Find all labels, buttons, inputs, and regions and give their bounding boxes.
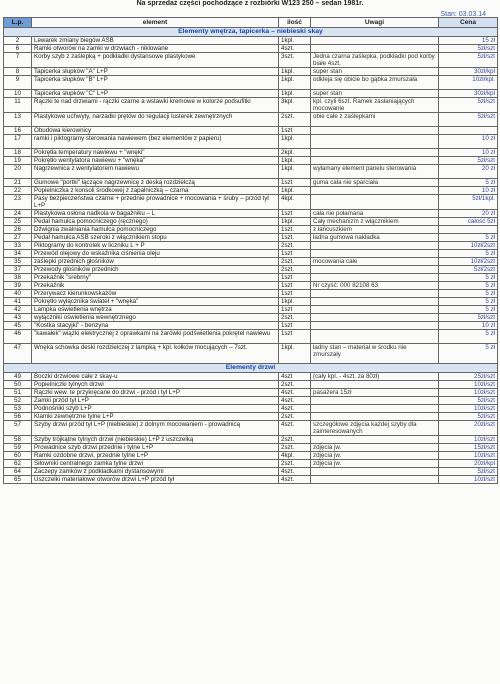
cell-ilosc: 4szt. [279, 405, 311, 413]
cell-cena: 5 zł [439, 282, 498, 290]
cell-element: Lampka oświetlenia wnętrza [32, 306, 279, 314]
cell-cena: 10zł/szt [439, 389, 498, 397]
cell-cena: 5zł/szt [439, 53, 498, 68]
cell-element: zaślepki przednich głośników [32, 258, 279, 266]
cell-element: wyłączniki oświetlenia wewnętrznego [32, 314, 279, 322]
cell-ilosc: 1szt [279, 306, 311, 314]
cell-ilosc: 1kpl. [279, 68, 311, 76]
cell-uwagi: pasażera 15zł [311, 389, 439, 397]
cell-cena: 10zł/szt [439, 381, 498, 389]
cell-lp: 49 [4, 373, 32, 381]
cell-uwagi: ładna gumowa nakładka [311, 234, 439, 242]
table-row [4, 476, 498, 484]
cell-uwagi [311, 413, 439, 421]
cell-element: Plastykowe uchwyty, narzadki prętów do regulacji lusterek zewnętrznych [32, 113, 279, 127]
cell-uwagi [311, 405, 439, 413]
cell-element: Szyby trójkątne tylnych drzwi (niebieskie) L+P z uszczelką [32, 436, 279, 444]
cell-uwagi: wyłamany element panelu sterowania [311, 165, 439, 179]
table-row [4, 234, 498, 242]
cell-uwagi: szczegółowe zdjęcia każdej szyby dla zainteresowanych [311, 421, 439, 436]
cell-lp: 35 [4, 258, 32, 266]
cell-lp: 37 [4, 266, 32, 274]
cell-uwagi [311, 397, 439, 405]
cell-cena: 5 zł [439, 274, 498, 282]
cell-lp: 50 [4, 381, 32, 389]
cell-element: Pedał hamulca pomocniczego (ręcznego) [32, 218, 279, 226]
cell-cena: 30zł/kpl [439, 68, 498, 76]
cell-ilosc: 4szt. [279, 468, 311, 476]
cell-cena: 20 zł [439, 210, 498, 218]
cell-element: Tapicerka słupków "C" L+P [32, 90, 279, 98]
cell-lp: 62 [4, 460, 32, 468]
cell-cena: 5zł/szt [439, 98, 498, 113]
section-title: Elementy wnętrza, tapicerka – niebieski skay [4, 28, 498, 37]
table-row [4, 306, 498, 314]
cell-cena: 5 zł [439, 234, 498, 242]
cell-ilosc: 4szt. [279, 389, 311, 397]
cell-lp: 52 [4, 397, 32, 405]
column-header-ilosc: ilość [279, 18, 311, 28]
cell-cena: 5 zł [439, 298, 498, 306]
cell-uwagi: super stan [311, 68, 439, 76]
cell-ilosc: 2szt. [279, 113, 311, 127]
cell-element: Korby szyb z zaślepką + podkładki dystansowe plastykowe [32, 53, 279, 68]
cell-element: Piktogramy do kontrolek w liczniku L + P [32, 242, 279, 250]
table-row [4, 165, 498, 179]
cell-cena: 5 zł [439, 306, 498, 314]
cell-ilosc: 2szt. [279, 413, 311, 421]
table-row [4, 381, 498, 389]
cell-element: Pedał hamulca ASB szeroki z włącznikiem stopu [32, 234, 279, 242]
table-row [4, 322, 498, 330]
column-header-uwagi: Uwagi [311, 18, 439, 28]
cell-cena: 5 zł [439, 179, 498, 187]
cell-cena: 10 zł [439, 149, 498, 157]
cell-element: Obudowa kierownicy [32, 127, 279, 135]
cell-uwagi [311, 298, 439, 306]
cell-uwagi [311, 274, 439, 282]
cell-lp: 59 [4, 444, 32, 452]
cell-cena: 5 zł [439, 290, 498, 298]
table-row [4, 314, 498, 322]
cell-cena [439, 127, 498, 135]
cell-lp: 23 [4, 195, 32, 210]
table-row [4, 76, 498, 90]
cell-uwagi [311, 436, 439, 444]
table-row [4, 210, 498, 218]
table-row [4, 389, 498, 397]
cell-ilosc: 4szt. [279, 421, 311, 436]
cell-ilosc: 4szt. [279, 476, 311, 484]
cell-lp: 57 [4, 421, 32, 436]
cell-element: Przekaźnik [32, 282, 279, 290]
table-row [4, 157, 498, 165]
cell-ilosc: 3szt. [279, 53, 311, 68]
cell-uwagi: cała nie połamana [311, 210, 439, 218]
cell-uwagi [311, 476, 439, 484]
cell-element: Podnośniki szyb L+P [32, 405, 279, 413]
cell-uwagi [311, 187, 439, 195]
cell-ilosc: 1kpl. [279, 187, 311, 195]
table-row [4, 413, 498, 421]
cell-cena: 5 zł [439, 330, 498, 344]
cell-element: Pokrętła temperatury nawiewu + "wnęki" [32, 149, 279, 157]
cell-element: Przekaźnik "srebrny" [32, 274, 279, 282]
table-row [4, 290, 498, 298]
table-row [4, 53, 498, 68]
table-row [4, 127, 498, 135]
cell-ilosc: 4szt [279, 373, 311, 381]
table-row [4, 373, 498, 381]
cell-element: Pokrętło wentylatora nawiewu + "wnęka" [32, 157, 279, 165]
cell-cena: 25zł/szt [439, 373, 498, 381]
cell-cena: 5zł/szt [439, 45, 498, 53]
cell-cena: 10zł/szt [439, 476, 498, 484]
table-row [4, 436, 498, 444]
cell-element: ramki i piktogramy sterowania nawiewem (bez elementów z papieru) [32, 135, 279, 149]
cell-lp: 34 [4, 250, 32, 258]
cell-ilosc: 4szt. [279, 45, 311, 53]
cell-lp: 17 [4, 135, 32, 149]
cell-lp: 43 [4, 314, 32, 322]
cell-element: Wnęka schowka deski rozdzielczej z lampką + kpl. kołków mocujących – 7szt. [32, 344, 279, 364]
cell-ilosc: 2szt. [279, 314, 311, 322]
cell-cena: 10 zł [439, 135, 498, 149]
table-row [4, 452, 498, 460]
cell-ilosc: 1kpl. [279, 157, 311, 165]
cell-lp: 53 [4, 405, 32, 413]
cell-cena: 5zł/szt [439, 397, 498, 405]
cell-cena [439, 226, 498, 234]
table-row [4, 330, 498, 344]
table-row [4, 266, 498, 274]
cell-cena: 20 zł [439, 165, 498, 179]
cell-element: Nagrzewnica z wentylatorem nawiewu [32, 165, 279, 179]
cell-ilosc: 2szt. [279, 242, 311, 250]
table-row [4, 444, 498, 452]
cell-ilosc: 1szt [279, 179, 311, 187]
cell-ilosc: 1szt [279, 282, 311, 290]
cell-element: Ramki ozdobne drzwi, przednie tylne L+P [32, 452, 279, 460]
cell-cena: 10zł/szt [439, 436, 498, 444]
cell-lp: 46 [4, 330, 32, 344]
cell-uwagi: (cały kpl. - 4szt. za 80zł) [311, 373, 439, 381]
cell-lp: 19 [4, 157, 32, 165]
cell-uwagi: z łańcuszkiem [311, 226, 439, 234]
cell-lp: 51 [4, 389, 32, 397]
cell-uwagi [311, 242, 439, 250]
table-row [4, 250, 498, 258]
cell-cena: 10zł/kpl. [439, 76, 498, 90]
table-row [4, 226, 498, 234]
table-row [4, 98, 498, 113]
cell-cena: 5 zł [439, 344, 498, 364]
cell-ilosc: 1kpl. [279, 344, 311, 364]
table-row [4, 149, 498, 157]
section-header-row [4, 364, 498, 373]
cell-cena: 10zł/2szt [439, 258, 498, 266]
cell-lp: 10 [4, 90, 32, 98]
cell-ilosc: 1szt [279, 127, 311, 135]
table-row [4, 187, 498, 195]
cell-ilosc: 2szt. [279, 460, 311, 468]
cell-lp: 11 [4, 98, 32, 113]
cell-lp: 21 [4, 179, 32, 187]
cell-ilosc: 2szt. [279, 258, 311, 266]
cell-uwagi [311, 157, 439, 165]
table-row [4, 405, 498, 413]
cell-element: Pokrętło wyłącznika świateł + "wnęka" [32, 298, 279, 306]
cell-ilosc: 1kpl. [279, 37, 311, 45]
cell-lp: 40 [4, 290, 32, 298]
cell-lp: 8 [4, 68, 32, 76]
table-row [4, 258, 498, 266]
cell-element: "Kostka stacyjki" - benzyna [32, 322, 279, 330]
section-title: Elementy drzwi [4, 364, 498, 373]
cell-lp: 41 [4, 298, 32, 306]
cell-uwagi: kpl. czyli 6szt. Ramek zasłaniających mocowanie [311, 98, 439, 113]
cell-ilosc: 1szt [279, 250, 311, 258]
cell-lp: 18 [4, 149, 32, 157]
cell-ilosc: 1szt. [279, 226, 311, 234]
cell-ilosc: 1kpl. [279, 298, 311, 306]
cell-cena: 15 zł [439, 37, 498, 45]
table-row [4, 179, 498, 187]
cell-uwagi [311, 149, 439, 157]
table-row [4, 68, 498, 76]
cell-lp: 58 [4, 436, 32, 444]
cell-cena: 10 zł [439, 187, 498, 195]
cell-lp: 42 [4, 306, 32, 314]
cell-ilosc: 2szt. [279, 436, 311, 444]
cell-element: Pasy bezpieczeństwa czarne + przednie prowadnice + mocowania + śruby – przód tył L+P [32, 195, 279, 210]
parts-table [3, 17, 498, 484]
cell-uwagi: super stan [311, 90, 439, 98]
cell-uwagi [311, 127, 439, 135]
cell-cena: 10zł/szt [439, 405, 498, 413]
table-row [4, 113, 498, 127]
cell-element: Tapicerka słupków "B" L+P [32, 76, 279, 90]
section-header-row [4, 28, 498, 37]
cell-ilosc: 1szt [279, 274, 311, 282]
cell-cena: 5zł/szt [439, 314, 498, 322]
cell-ilosc: 1kpl. [279, 76, 311, 90]
cell-cena: 5zł/szt [439, 413, 498, 421]
cell-element: Szyby drzwi przód tył L+P (niebieskie) z dolnym mocowaniem - prowadnicą [32, 421, 279, 436]
cell-uwagi [311, 37, 439, 45]
cell-uwagi [311, 290, 439, 298]
cell-ilosc: 1szt [279, 322, 311, 330]
cell-element: Uszczelki materiałowe otworów drzwi L+P przód tył [32, 476, 279, 484]
cell-lp: 9 [4, 76, 32, 90]
cell-element: Boczki drzwiowe całe z skay-u [32, 373, 279, 381]
table-body [4, 28, 498, 484]
cell-uwagi: odkleja się obicie bo gąbka zmurszała [311, 76, 439, 90]
cell-uwagi [311, 195, 439, 210]
cell-lp: 64 [4, 468, 32, 476]
cell-element: Siłowniki centralnego zamka tylne drzwi [32, 460, 279, 468]
cell-uwagi: guma cała nie sparciała [311, 179, 439, 187]
cell-uwagi [311, 306, 439, 314]
cell-ilosc: 1kpl. [279, 90, 311, 98]
cell-ilosc: 2szt. [279, 266, 311, 274]
cell-cena: 10 zł [439, 322, 498, 330]
cell-ilosc: 1kpl. [279, 135, 311, 149]
cell-uwagi: zdjęcia jw. [311, 444, 439, 452]
cell-lp: 6 [4, 45, 32, 53]
cell-lp: 65 [4, 476, 32, 484]
cell-uwagi [311, 468, 439, 476]
cell-lp: 24 [4, 210, 32, 218]
cell-element: Popielniczka z konsoli środkowej z zapalniczką – czarna [32, 187, 279, 195]
cell-element: Przewody głośników przednich [32, 266, 279, 274]
cell-ilosc: 1kpl. [279, 165, 311, 179]
table-row [4, 195, 498, 210]
cell-lp: 20 [4, 165, 32, 179]
page-title: Na sprzedaż części pochodzące z rozbiórki W123 250 – sedan 1981r. [136, 0, 364, 7]
cell-element: Tapicerka słupków "A" L+P [32, 68, 279, 76]
cell-lp: 27 [4, 234, 32, 242]
cell-uwagi [311, 314, 439, 322]
cell-element: Lewarek zmiany biegów ASB [32, 37, 279, 45]
column-header-cena: Cena [439, 18, 498, 28]
cell-ilosc: 1szt. [279, 234, 311, 242]
cell-lp: 60 [4, 452, 32, 460]
cell-ilosc: 1kpl. [279, 218, 311, 226]
table-row [4, 468, 498, 476]
cell-lp: 2 [4, 37, 32, 45]
table-row [4, 37, 498, 45]
cell-uwagi [311, 330, 439, 344]
cell-cena: 5zł/szt [439, 468, 498, 476]
cell-uwagi: Jedna czarna zaślepka, podkładki pod korby białe 4szt. [311, 53, 439, 68]
cell-cena: 5zł/szt [439, 157, 498, 165]
cell-uwagi [311, 322, 439, 330]
table-row [4, 282, 498, 290]
cell-element: Dźwignia zwalniania hamulca pomocniczego [32, 226, 279, 234]
table-row [4, 421, 498, 436]
cell-element: Prowadnice szyb drzwi przednie i tylne L+P [32, 444, 279, 452]
cell-lp: 25 [4, 218, 32, 226]
table-row [4, 135, 498, 149]
cell-uwagi: ładny stan – materiał w środku nie zmurszały [311, 344, 439, 364]
stan-date: Stan: 03.03.14 [440, 11, 486, 18]
cell-cena: 10zł/2szt [439, 242, 498, 250]
cell-ilosc: 2szt. [279, 381, 311, 389]
table-row [4, 218, 498, 226]
cell-cena: 5 zł [439, 250, 498, 258]
table-row [4, 397, 498, 405]
cell-uwagi [311, 381, 439, 389]
cell-cena: 5zł/1kpl. [439, 195, 498, 210]
cell-cena: całość 5zł [439, 218, 498, 226]
cell-element: Przewód olejowy do wskaźnika ciśnienia oleju [32, 250, 279, 258]
cell-uwagi: Nr czyść: 000 82108 63 [311, 282, 439, 290]
cell-lp: 39 [4, 282, 32, 290]
cell-uwagi: mocowania całe [311, 258, 439, 266]
cell-uwagi: Cały mechanizm z włącznikiem [311, 218, 439, 226]
cell-lp: 22 [4, 187, 32, 195]
cell-uwagi [311, 250, 439, 258]
cell-lp: 13 [4, 113, 32, 127]
cell-ilosc: 1szt [279, 210, 311, 218]
table-row [4, 274, 498, 282]
cell-cena: 20zł/szt [439, 421, 498, 436]
cell-cena: 5zł/szt [439, 113, 498, 127]
table-row [4, 242, 498, 250]
cell-uwagi: zdjęcia jw. [311, 460, 439, 468]
cell-lp: 38 [4, 274, 32, 282]
table-row [4, 298, 498, 306]
cell-lp: 47 [4, 344, 32, 364]
cell-ilosc: 2szt. [279, 444, 311, 452]
cell-ilosc: 2kpl. [279, 149, 311, 157]
cell-uwagi [311, 135, 439, 149]
column-header-lp: L.p. [4, 18, 32, 28]
cell-ilosc: 3kpl. [279, 98, 311, 113]
cell-ilosc: 1szt [279, 290, 311, 298]
cell-element: Ramki otworów na zamki w drzwiach - niklowane [32, 45, 279, 53]
cell-element: Przerywacz kierunkowskazów [32, 290, 279, 298]
cell-cena: 5zł/2szt [439, 266, 498, 274]
cell-element: Rączki wew. te przykręcane do drzwi - przód i tył L+P [32, 389, 279, 397]
cell-cena: 15zł/szt [439, 444, 498, 452]
cell-cena: 20zł/kpl [439, 460, 498, 468]
cell-uwagi [311, 266, 439, 274]
table-header-row [4, 18, 498, 28]
cell-ilosc: 4kpl. [279, 452, 311, 460]
cell-cena: 10zł/szt [439, 452, 498, 460]
cell-lp: 16 [4, 127, 32, 135]
cell-element: Gumowe "portki" łączące nagrzewnicę z deską rozdzielczą [32, 179, 279, 187]
cell-element: Zamki przód tył L+P [32, 397, 279, 405]
cell-cena: 30zł/kpl [439, 90, 498, 98]
cell-ilosc: 4kpl. [279, 195, 311, 210]
cell-element: Popielniczki tylnych drzwi [32, 381, 279, 389]
cell-lp: 56 [4, 413, 32, 421]
cell-element: Zaczepy zamków z podkładkami dystansowymi [32, 468, 279, 476]
cell-ilosc: 1szt [279, 330, 311, 344]
column-header-element: element [32, 18, 279, 28]
cell-element: Rączki te nad drzwiami - rączki czarne a wstawki kremowe w kolorze podsufitki [32, 98, 279, 113]
cell-lp: 26 [4, 226, 32, 234]
table-row [4, 90, 498, 98]
cell-lp: 7 [4, 53, 32, 68]
cell-uwagi: obie całe z zaślepkami [311, 113, 439, 127]
cell-ilosc: 4szt. [279, 397, 311, 405]
table-row [4, 344, 498, 364]
cell-element: Klamki zewnętrzne tylne L+P [32, 413, 279, 421]
cell-element: "kawałek" wiązki elektrycznej z oprawkami na żarówki podświetlenia pokrętel nawiewu [32, 330, 279, 344]
cell-uwagi: zdjęcia jw. [311, 452, 439, 460]
cell-lp: 33 [4, 242, 32, 250]
cell-element: Plastykowa osłona nadkola w bagażniku – L [32, 210, 279, 218]
cell-lp: 45 [4, 322, 32, 330]
cell-uwagi [311, 45, 439, 53]
table-row [4, 460, 498, 468]
table-row [4, 45, 498, 53]
